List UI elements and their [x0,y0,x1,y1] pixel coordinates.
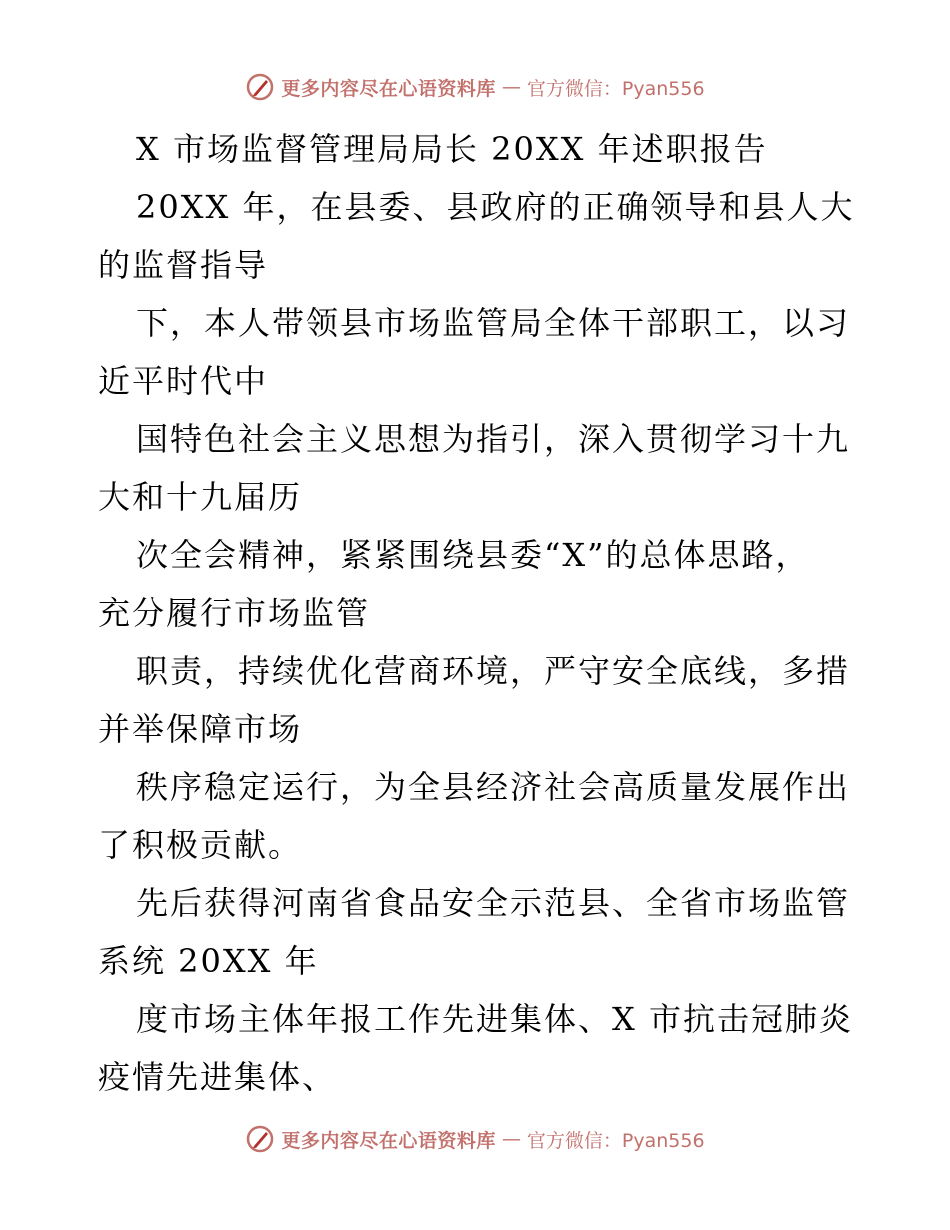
watermark-text: 更多内容尽在心语资料库 [281,77,496,100]
document-line: 系统 20XX 年 [98,942,319,980]
document-line: 20XX 年，在县委、县政府的正确领导和县人大 [136,188,855,226]
document-line: 先后获得河南省食品安全示范县、全省市场监管 [136,884,851,922]
document-line: 国特色社会主义思想为指引，深入贯彻学习十九 [136,420,851,458]
document-line: 下，本人带领县市场监管局全体干部职工，以习 [136,304,851,342]
watermark-dash: — [501,76,521,98]
document-title: X 市场监督管理局局长 20XX 年述职报告 [136,130,768,168]
quill-logo-icon [245,72,275,102]
document-body [98,120,853,1106]
watermark-wechat: 官方微信：Pyan556 [526,77,705,100]
document-line: 充分履行市场监管 [98,594,371,632]
document-line: 次全会精神，紧紧围绕县委“X”的总体思路， [136,536,810,574]
watermark-header [0,72,950,102]
document-line: 度市场主体年报工作先进集体、X 市抗击冠肺炎 [136,1000,853,1038]
document-line: 职责，持续优化营商环境，严守安全底线，多措 [136,652,851,690]
document-line: 的监督指导 [98,246,269,284]
watermark-text: 更多内容尽在心语资料库 [281,1129,496,1152]
document-line: 疫情先进集体、 [98,1058,337,1096]
document-line: 大和十九届历 [98,478,303,516]
document-line: 并举保障市场 [98,710,303,748]
watermark-dash: — [501,1128,521,1150]
document-line: 近平时代中 [98,362,269,400]
document-line: 了积极贡献。 [98,826,303,864]
watermark-wechat: 官方微信：Pyan556 [526,1129,705,1152]
quill-logo-icon [245,1124,275,1154]
document-line: 秩序稳定运行，为全县经济社会高质量发展作出 [136,768,851,806]
watermark-footer [0,1124,950,1154]
